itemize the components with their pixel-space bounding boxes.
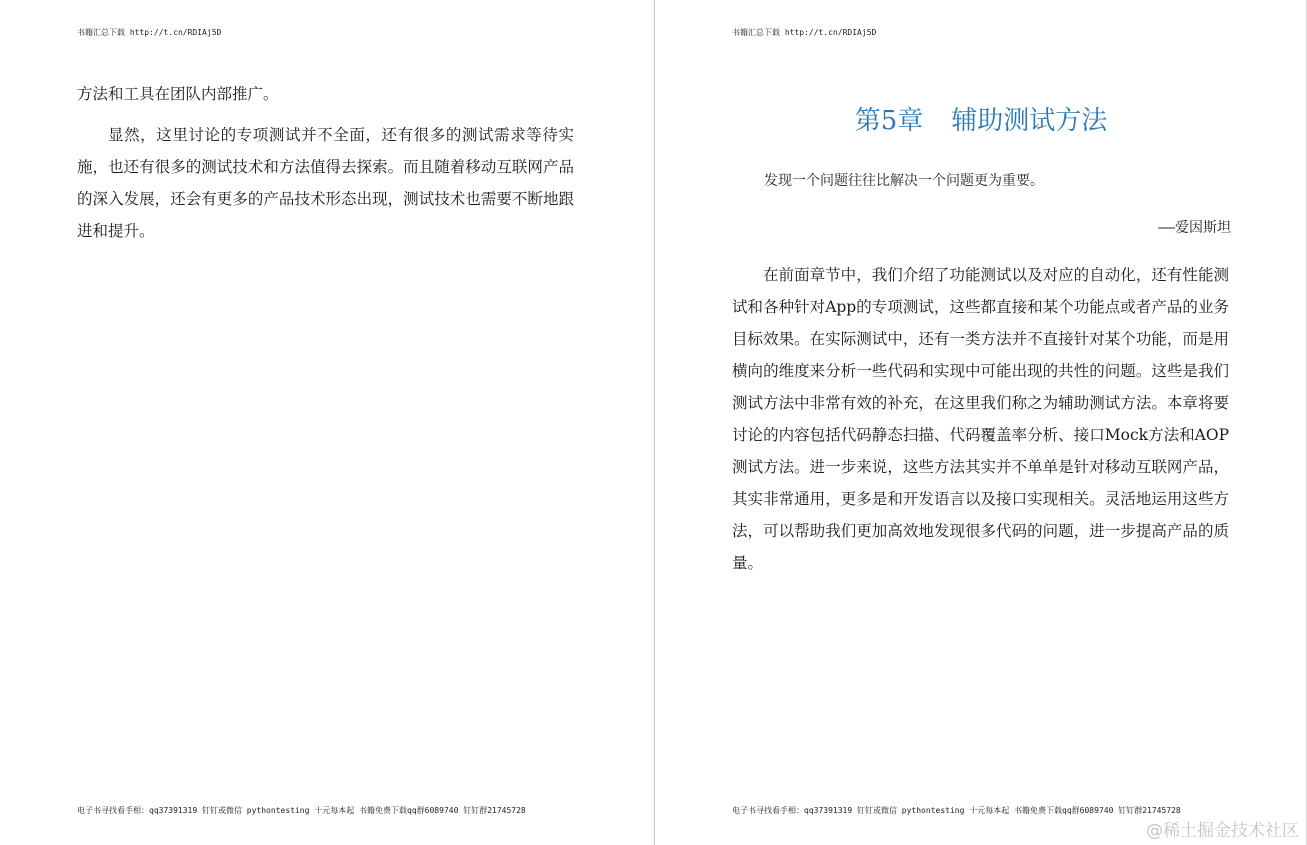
chapter-title — [655, 100, 1307, 137]
site-watermark: @稀土掘金技术社区 — [1146, 821, 1299, 841]
left-paragraph-2: 显然，这里讨论的专项测试并不全面，还有很多的测试需求等待实施，也还有很多的测试技术和方法值得去探索。而且随着移动互联网产品的深入发展，还会有更多的产品技术形态出现，测试技术也需要不断地跟进和提升。 — [77, 126, 574, 240]
left-paragraph-1: 方法和工具在团队内部推广。 — [77, 85, 279, 103]
right-paragraph-1: 在前面章节中，我们介绍了功能测试以及对应的自动化，还有性能测试和各种针对App的专项测试，这些都直接和某个功能点或者产品的业务目标效果。在实际测试中，还有一类方法并不直接针对某个功能，而是用横向的维度来分析一些代码和实现中可能出现的共性的问题。这些是我们测试方法中非常有效的补充，在这里我们称之为辅助测试方法。本章将要讨论的内容包括代码静态扫描、代码覆盖率分析、接口Mock方法和AOP测试方法。进一步来说，这些方法其实并不单单是针对移动互联网产品，其实非常通用，更多是和开发语言以及接口实现相关。灵活地运用这些方法，可以帮助我们更加高效地发现很多代码的问题，进一步提高产品的质量。 — [732, 266, 1229, 572]
chapter-title-text: 辅助测试方法 — [951, 106, 1108, 136]
right-page-header: 书籍汇总下载 http://t.cn/RDIAj5D — [732, 28, 877, 37]
epigraph-quote: 发现一个问题往往比解决一个问题更为重要。 — [764, 173, 1044, 189]
chapter-number: 第5章 — [854, 106, 924, 136]
left-page-footer: 电子书寻找看手相：qq37391319 钉钉或微信 pythontesting 十元每本起 书籍免费下载qq群6089740 钉钉群21745728 — [77, 806, 526, 815]
right-page — [655, 0, 1307, 845]
epigraph-author: ——爱因斯坦 — [1158, 220, 1231, 236]
left-page-body — [77, 78, 574, 247]
left-page-header: 书籍汇总下载 http://t.cn/RDIAj5D — [77, 28, 222, 37]
right-page-body — [732, 259, 1229, 579]
right-page-footer: 电子书寻找看手相：qq37391319 钉钉或微信 pythontesting 十元每本起 书籍免费下载qq群6089740 钉钉群21745728 — [732, 806, 1181, 815]
